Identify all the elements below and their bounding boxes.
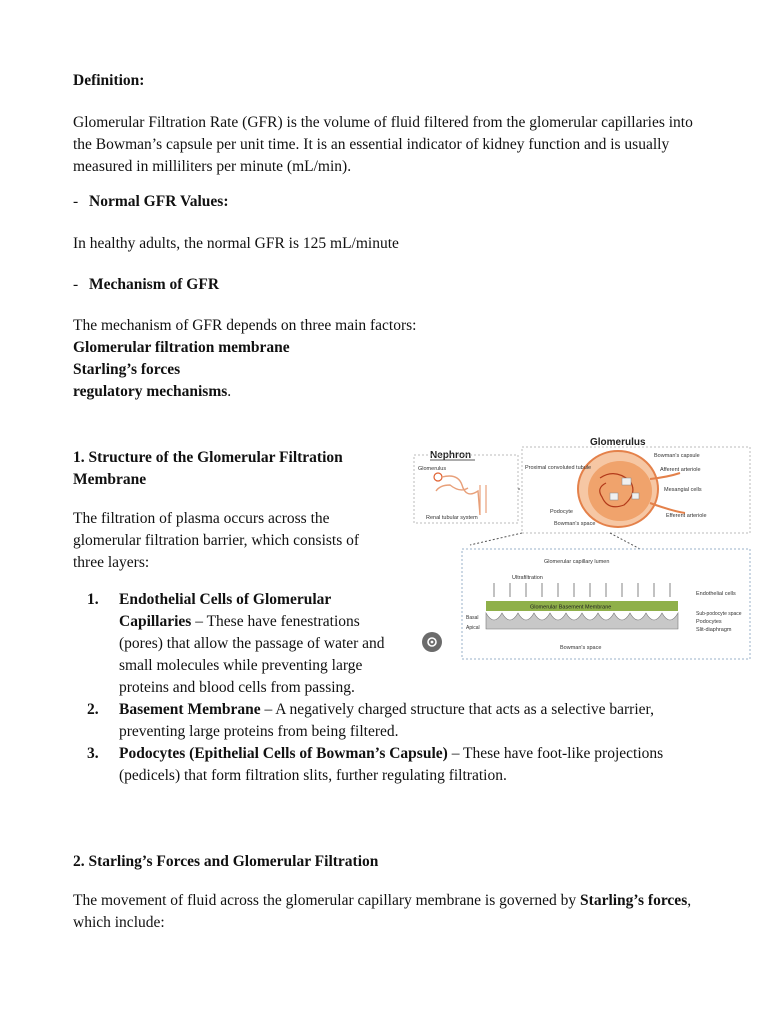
layer-list-cont [73,699,695,787]
mechanism-heading [73,274,219,296]
definition-text: Glomerular Filtration Rate (GFR) is the volume of fluid filtered from the glomerular capillaries into the Bowman’s capsule per unit time. It is an essential indicator of kidney function and is usually measured in milliliters per minute (mL/min). [73,114,693,175]
capillary-tuft-shape [588,461,652,521]
mechanism-heading-text: Mechanism of GFR [89,276,220,293]
mechanism-intro: The mechanism of GFR depends on three main factors: [73,317,417,334]
normal-gfr-heading [73,191,229,213]
label-afferent: Afferent arteriole [660,467,701,473]
label-apical: Apical [466,625,480,631]
section2-text-bold: Starling’s forces [580,892,688,909]
factor-item-text: regulatory mechanisms [73,383,228,400]
list-title: Podocytes (Epithelial Cells of Bowman’s Capsule) [119,745,448,762]
section1-heading: 1. Structure of the Glomerular Filtration Membrane [73,449,343,488]
list-title: Basement Membrane [119,701,261,718]
label-gbm: Glomerular Basement Membrane [530,604,612,611]
list-text: – These have fenestrations (pores) that allow the passage of water and small molecules while preventing large proteins and blood cells from passing. [119,613,385,696]
label-bowmans-space: Bowman's space [554,521,596,527]
nephron-title: Nephron [430,450,472,461]
list-item [73,743,695,787]
nephron-label-glomerulus: Glomerulus [418,466,447,472]
label-podocyte: Podocyte [550,509,573,515]
label-basal: Basal [466,615,479,621]
glomerulus-figure [410,433,756,661]
label-bowmans-capsule: Bowman's capsule [654,453,700,459]
factor-end: . [227,383,232,400]
nephron-panel [414,450,518,523]
nephron-glomerulus-shape [434,473,442,481]
list-item [73,699,695,743]
label-detail-bowmans-space: Bowman's space [560,645,602,651]
normal-gfr-heading-text: Normal GFR Values: [89,193,229,210]
glomerulus-title: Glomerulus [590,437,646,448]
factor-item: Starling’s forces [73,361,181,378]
label-efferent: Efferent arteriole [666,513,707,519]
label-podocytes: Podocytes [696,619,722,625]
list-text: – A negatively charged structure that acts as a selective barrier, preventing large proteins from being filtered. [119,701,654,740]
section2-heading: 2. Starling’s Forces and Glomerular Filtration [73,853,379,870]
factor-item: Glomerular filtration membrane [73,339,290,356]
podocyte-layer [486,613,678,629]
bullet-dash: - [73,276,79,293]
list-title: Endothelial Cells of Glomerular Capillaries [119,591,331,630]
definition-heading: Definition: [73,72,145,89]
label-slit: Slit-diaphragm [696,627,732,633]
label-endothelial: Endothelial cells [696,591,736,597]
lens-icon[interactable] [422,632,442,652]
factor-item [73,381,231,403]
normal-gfr-text: In healthy adults, the normal GFR is 125 mL/minute [73,235,399,252]
nephron-tubule-shape [436,476,480,515]
nephron-label-renal: Renal tubular system [426,515,478,521]
label-sub-podocyte: Sub-podocyte space [696,611,742,617]
list-text: – These have foot-like projections (pedicels) that form filtration slits, further regulating filtration. [119,745,664,784]
label-ultrafiltration: Ultrafiltration [512,575,543,581]
glomerulus-panel [470,437,750,549]
list-item [73,589,399,699]
section2-text-b: , which include: [73,892,692,931]
detail-panel [462,549,750,659]
list-number: 1. [87,591,99,608]
filtration-arrows [494,583,670,597]
label-proximal: Proximal convoluted tubule [525,465,592,471]
section2-text-a: The movement of fluid across the glomerular capillary membrane is governed by [73,892,581,909]
label-mesangial: Mesangial cells [664,487,702,493]
list-number: 3. [87,745,99,762]
section1-text: The filtration of plasma occurs across the glomerular filtration barrier, which consists of three layers: [73,510,360,571]
section2-text [73,890,695,934]
label-lumen: Glomerular capillary lumen [544,559,610,565]
list-number: 2. [87,701,99,718]
bullet-dash: - [73,193,79,210]
